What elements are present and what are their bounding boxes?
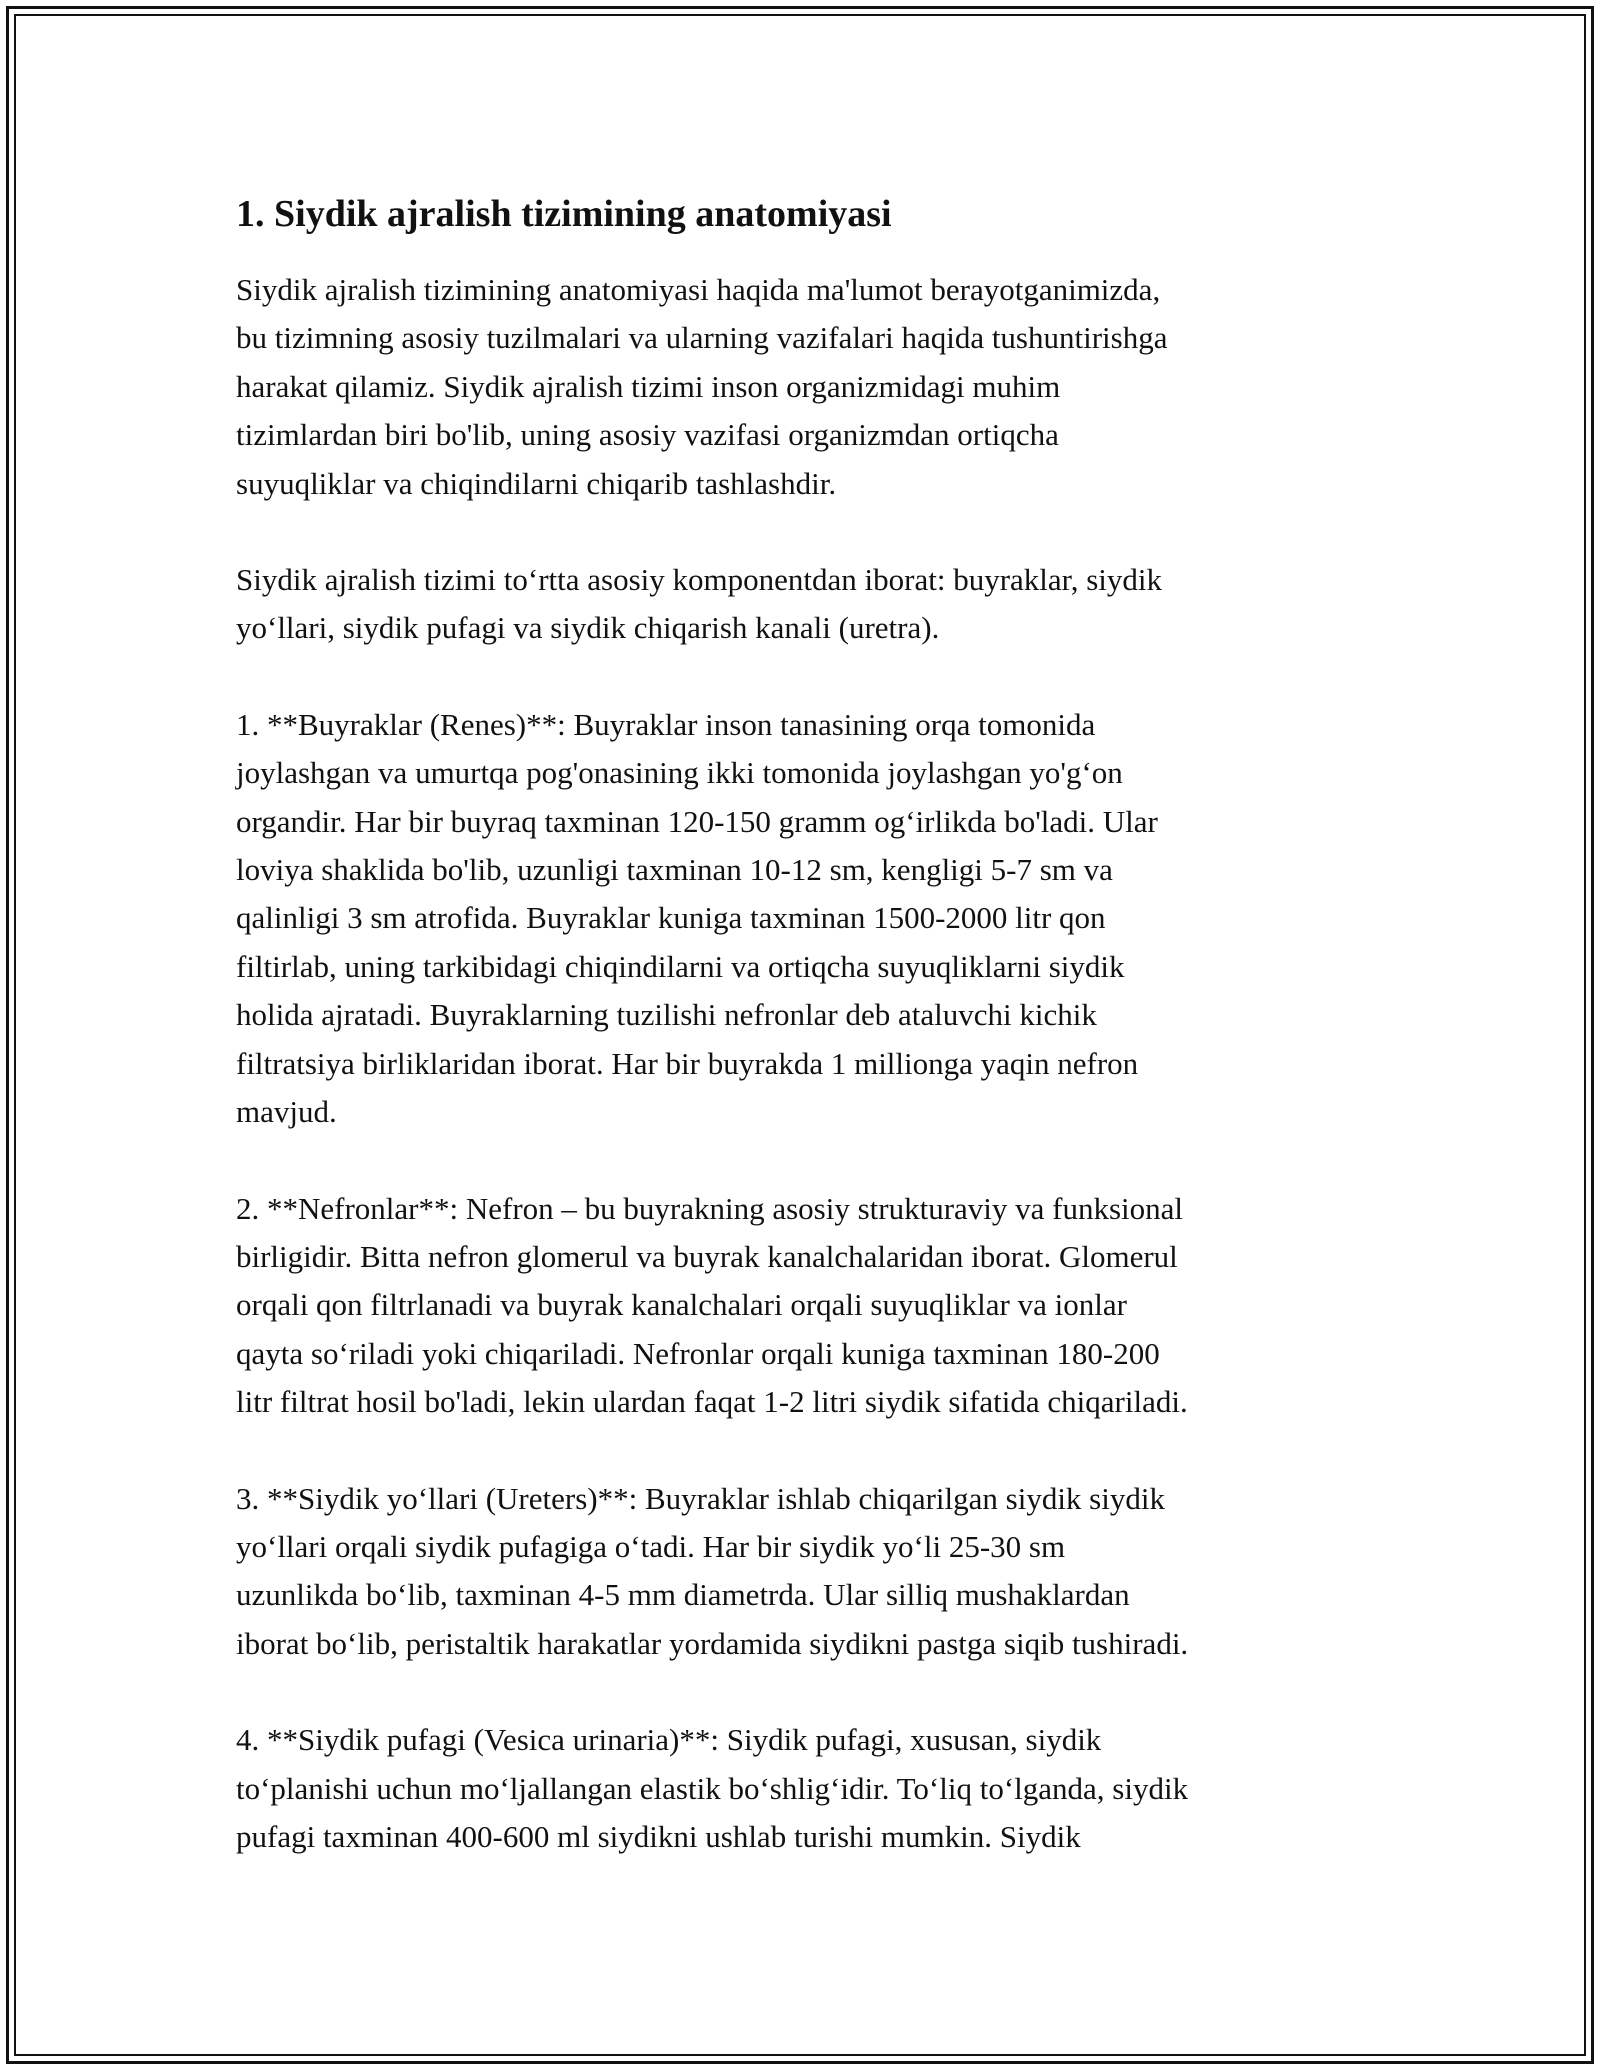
- paragraph-intro: [236, 266, 1376, 508]
- text-line: tizimlardan biri bo'lib, uning asosiy vazifasi organizmdan ortiqcha: [236, 417, 1059, 453]
- text-line: 3. **Siydik yo‘llari (Ureters)**: Buyraklar ishlab chiqarilgan siydik siydik: [236, 1480, 1165, 1516]
- text-line: birligidir. Bitta nefron glomerul va buyrak kanalchalaridan iborat. Glomerul: [236, 1238, 1178, 1274]
- paragraph-components: [236, 556, 1376, 653]
- paragraph-bladder: [236, 1716, 1376, 1861]
- text-line: qayta so‘riladi yoki chiqariladi. Nefronlar orqali kuniga taxminan 180-200: [236, 1335, 1160, 1371]
- paragraph-kidneys: [236, 701, 1376, 1137]
- paragraph-ureters: [236, 1475, 1376, 1669]
- text-line: pufagi taxminan 400-600 ml siydikni ushlab turishi mumkin. Siydik: [236, 1818, 1081, 1854]
- text-line: suyuqliklar va chiqindilarni chiqarib tashlashdir.: [236, 465, 837, 501]
- text-line: 4. **Siydik pufagi (Vesica urinaria)**: Siydik pufagi, xususan, siydik: [236, 1722, 1102, 1758]
- text-line: Siydik ajralish tizimi to‘rtta asosiy komponentdan iborat: buyraklar, siydik: [236, 562, 1163, 598]
- text-line: litr filtrat hosil bo'ladi, lekin ulardan faqat 1-2 litri siydik sifatida chiqariladi.: [236, 1384, 1188, 1420]
- text-line: bu tizimning asosiy tuzilmalari va ularning vazifalari haqida tushuntirishga: [236, 320, 1168, 356]
- text-line: 2. **Nefronlar**: Nefron – bu buyrakning asosiy strukturaviy va funksional: [236, 1190, 1184, 1226]
- document-body: [236, 184, 1376, 1861]
- text-line: yo‘llari, siydik pufagi va siydik chiqarish kanali (uretra).: [236, 610, 940, 646]
- text-line: iborat bo‘lib, peristaltik harakatlar yordamida siydikni pastga siqib tushiradi.: [236, 1625, 1189, 1661]
- section-title: 1. Siydik ajralish tizimining anatomiyasi: [236, 193, 892, 235]
- text-line: filtratsiya birliklaridan iborat. Har bir buyrakda 1 millionga yaqin nefron: [236, 1045, 1139, 1081]
- text-line: loviya shaklida bo'lib, uzunligi taxminan 10-12 sm, kengligi 5-7 sm va: [236, 852, 1113, 888]
- text-line: holida ajratadi. Buyraklarning tuzilishi nefronlar deb ataluvchi kichik: [236, 997, 1097, 1033]
- text-line: yo‘llari orqali siydik pufagiga o‘tadi. Har bir siydik yo‘li 25-30 sm: [236, 1528, 1066, 1564]
- text-line: harakat qilamiz. Siydik ajralish tizimi inson organizmidagi muhim: [236, 368, 1061, 404]
- text-line: organdir. Har bir buyraq taxminan 120-150 gramm og‘irlikda bo'ladi. Ular: [236, 803, 1158, 839]
- text-line: qalinligi 3 sm atrofida. Buyraklar kuniga taxminan 1500-2000 litr qon: [236, 900, 1106, 936]
- text-line: mavjud.: [236, 1094, 337, 1130]
- text-line: 1. **Buyraklar (Renes)**: Buyraklar inson tanasining orqa tomonida: [236, 706, 1096, 742]
- paragraph-nephrons: [236, 1185, 1376, 1427]
- text-line: joylashgan va umurtqa pog'onasining ikki tomonida joylashgan yo'g‘on: [236, 755, 1123, 791]
- text-line: to‘planishi uchun mo‘ljallangan elastik bo‘shlig‘idir. To‘liq to‘lganda, siydik: [236, 1770, 1189, 1806]
- text-line: filtirlab, uning tarkibidagi chiqindilarni va ortiqcha suyuqliklarni siydik: [236, 948, 1125, 984]
- text-line: orqali qon filtrlanadi va buyrak kanalchalari orqali suyuqliklar va ionlar: [236, 1287, 1127, 1323]
- text-line: uzunlikda bo‘lib, taxminan 4-5 mm diametrda. Ular silliq mushaklardan: [236, 1577, 1130, 1613]
- text-line: Siydik ajralish tizimining anatomiyasi haqida ma'lumot berayotganimizda,: [236, 272, 1161, 307]
